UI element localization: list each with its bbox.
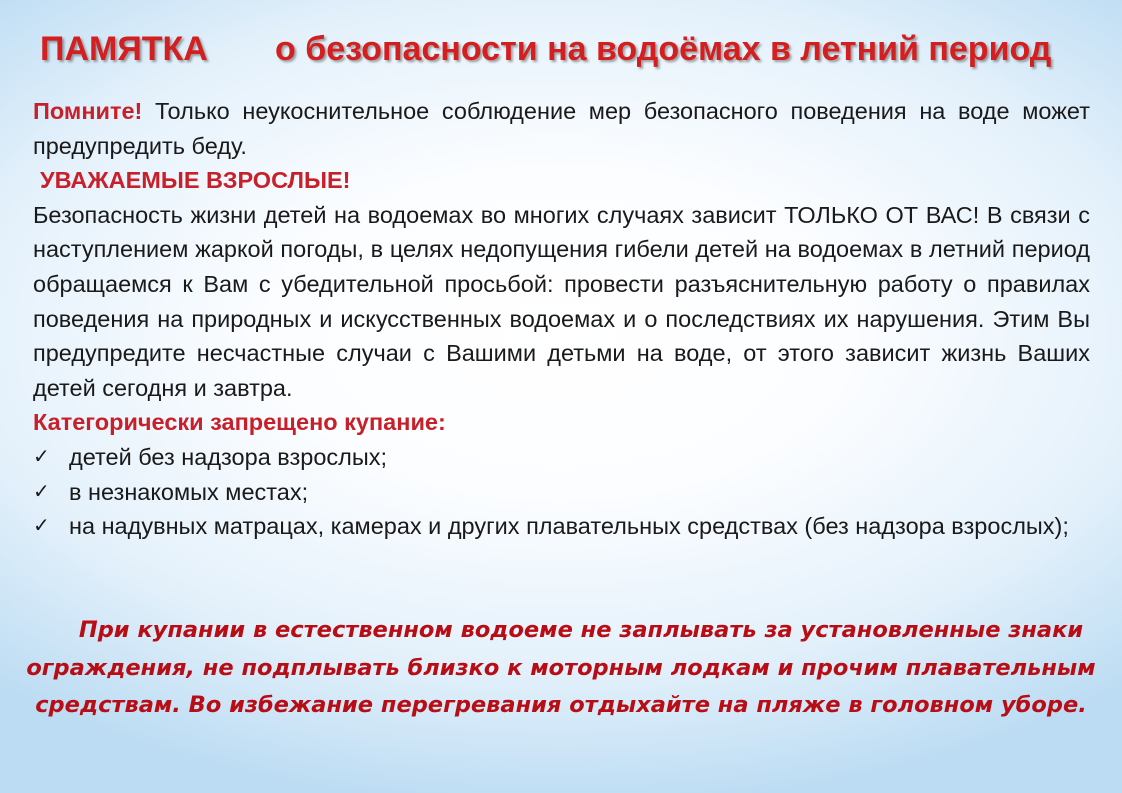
list-item-text: в незнакомых местах; — [69, 478, 309, 505]
adults-heading: УВАЖАЕМЫЕ ВЗРОСЛЫЕ! — [40, 167, 351, 194]
adults-paragraph: Безопасность жизни детей на водоемах во многих случаях зависит ТОЛЬКО ОТ ВАС! В связи с наступлением жаркой погоды, в целях недопущения гибели детей на водоемах в летний период обращаемся к Вам с убедительной просьбой: провести разъяснительную работу о правилах поведения на природных и искусственных водоемах и о последствиях их нарушения. Этим Вы предупредите несчастные случаи с Вашими детьми на воде, от этого зависит жизнь Ваших детей сегодня и завтра. — [33, 201, 1090, 401]
list-item-text: детей без надзора взрослых; — [69, 443, 388, 470]
intro-paragraph — [33, 94, 1090, 163]
list-item — [33, 509, 1090, 544]
list-item — [33, 440, 1090, 475]
title-subject: о безопасности на водоёмах в летний период — [275, 30, 1052, 68]
page-title — [0, 30, 1122, 82]
list-item-text: на надувных матрацах, камерах и других плавательных средствах (без надзора взрослых); — [69, 513, 1069, 540]
intro-text: Только неукоснительное соблюдение мер безопасного поведения на воде может предупредить беду. — [33, 98, 1090, 159]
check-icon: ✓ — [33, 445, 50, 468]
prohibited-heading: Категорически запрещено купание: — [33, 409, 446, 436]
prohibited-list — [33, 440, 1090, 544]
check-icon: ✓ — [33, 515, 50, 538]
title-memo: ПАМЯТКА — [40, 30, 208, 68]
warning-text: При купании в естественном водоеме не заплывать за установленные знаки ограждения, не подплывать близко к моторным лодкам и прочим плавательным средствам. Во избежание перегревания отдыхайте на пляже в головном уборе. — [26, 617, 1096, 718]
intro-lead: Помните! — [33, 98, 143, 124]
main-content — [33, 94, 1090, 544]
check-icon: ✓ — [33, 480, 50, 503]
warning-block — [20, 612, 1102, 725]
list-item — [33, 475, 1090, 510]
